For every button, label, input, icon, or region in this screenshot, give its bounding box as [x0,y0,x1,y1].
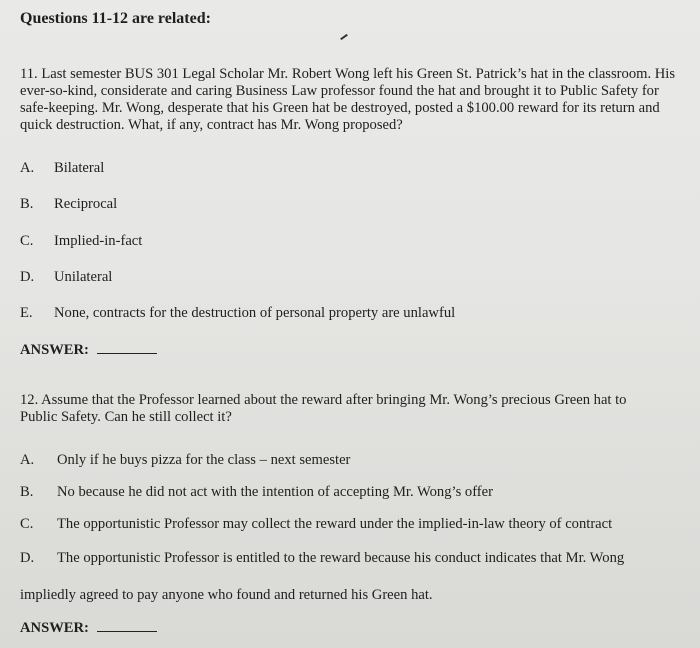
option-letter: C. [20,516,34,532]
option-text: No because he did not act with the intention of accepting Mr. Wong’s offer [57,484,493,500]
option-text: Reciprocal [54,196,118,212]
q12-option-b [20,484,493,501]
option-text: Bilateral [54,160,105,176]
option-letter: A. [20,160,35,176]
option-text: The opportunistic Professor is entitled to the reward because his conduct indicates that Mr. Wong [57,550,625,566]
q12-option-d [20,550,624,567]
option-text: Only if he buys pizza for the class – next semester [57,452,351,468]
pen-mark [340,34,348,40]
q12-answer [20,620,157,637]
option-text: Unilateral [54,269,113,285]
q11-option-b [20,196,117,213]
q11-option-c [20,233,142,250]
option-text: None, contracts for the destruction of personal property are unlawful [54,305,456,321]
q11-option-d [20,269,112,286]
q11-answer [20,342,157,359]
answer-label: ANSWER: [20,342,89,358]
option-letter: B. [20,484,34,500]
answer-blank[interactable] [97,621,157,632]
q11-option-a [20,160,104,177]
option-letter: A. [20,452,35,468]
q11-option-e [20,305,455,322]
question-12-text: 12. Assume that the Professor learned about the reward after bringing Mr. Wong’s precious Green hat to Public Safety. Can he still collect it? [20,392,627,425]
option-text: The opportunistic Professor may collect the reward under the implied-in-law theory of contract [57,516,613,532]
option-letter: D. [20,269,35,285]
q12-option-c [20,516,612,533]
option-text: Implied-in-fact [54,233,143,249]
q12-option-a [20,452,350,469]
answer-blank[interactable] [97,343,157,354]
answer-label: ANSWER: [20,620,89,636]
option-letter: E. [20,305,33,321]
option-letter: B. [20,196,34,212]
q12-option-d-continuation: impliedly agreed to pay anyone who found and returned his Green hat. [20,587,433,603]
option-letter: D. [20,550,35,566]
option-letter: C. [20,233,34,249]
section-heading: Questions 11-12 are related: [20,10,211,27]
question-11-text: 11. Last semester BUS 301 Legal Scholar Mr. Robert Wong left his Green St. Patrick’s hat in the classroom. His ever-so-kind, considerate and caring Business Law professor found the hat and brought it to Public Safety for safe-keeping. Mr. Wong, desperate that his Green hat be destroyed, posted a $100.00 reward for its return and quick destruction. What, if any, contract has Mr. Wong proposed? [20,66,676,133]
